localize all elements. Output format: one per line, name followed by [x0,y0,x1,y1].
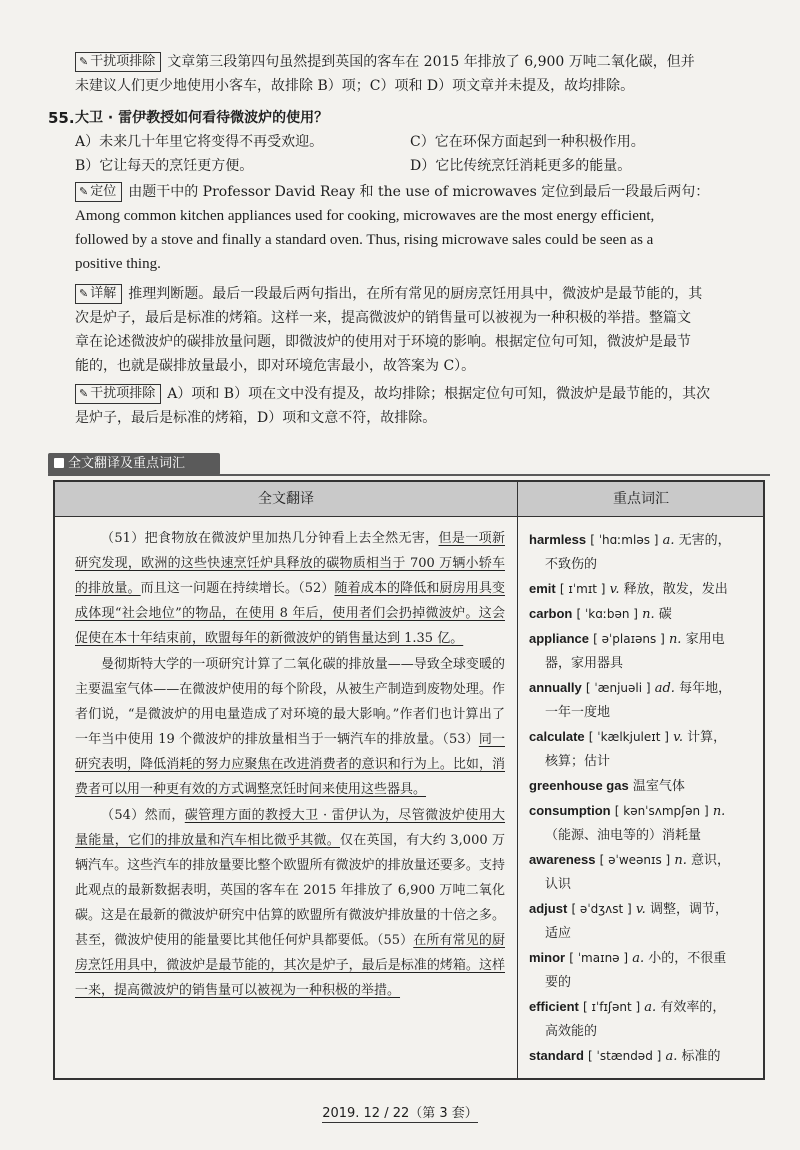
locate-text-4: positive thing. [75,256,161,272]
vocab-def-cont: 器，家用器具 [545,656,624,671]
vocab-pos: a. [644,1000,657,1015]
detail-block [75,282,770,378]
pencil-icon: ✎ [79,287,89,300]
vocab-word: consumption [529,803,611,818]
vocab-pos: v. [673,730,684,745]
vocab-item [529,774,755,799]
vocab-def: 温室气体 [632,779,685,794]
interference-55-tag: ✎ 干扰项排除 [75,384,161,404]
option-d: D）它比传统烹饪消耗更多的能量。 [410,158,632,174]
vocab-def: 有效率的， [660,1000,726,1015]
vocab-ipa: [ əˈdʒʌst ] [571,902,632,916]
option-a: A）未来几十年里它将变得不再受欢迎。 [75,134,324,150]
interference-text-2: 未建议人们更少地使用小客车，故排除 B）项；C）项和 D）项文章并未提及，故均排除。 [75,78,635,94]
vocab-ipa: [ ˈænjuəli ] [585,681,651,695]
pencil-icon: ✎ [79,55,89,68]
vocab-def: 计算， [687,730,727,745]
vocab-def-cont: 核算；估计 [545,754,611,769]
vocab-pos: n. [642,607,655,622]
vocab-ipa: [ ˈkɑːbən ] [576,607,638,621]
vocab-item [529,528,755,577]
column-divider [517,516,518,1078]
vocab-def-cont: 高效能的 [545,1024,598,1039]
translation-text [75,526,505,1004]
top-interference-block [75,50,770,98]
vocab-item [529,799,755,848]
locate-text-3: followed by a stove and finally a standard oven. Thus, rising microwave sales could be seen as a [75,232,654,248]
vocab-pos: n. [712,804,726,819]
vocab-item [529,725,755,774]
vocab-item [529,995,755,1044]
section-banner [48,453,220,475]
vocab-pos: v. [635,902,646,917]
vocab-word: appliance [529,631,589,646]
vocab-pos: a. [665,1049,678,1064]
col-header-translation: 全文翻译 [258,491,314,507]
vocab-def-cont: 认识 [545,877,572,892]
vocab-def-cont: 要的 [545,975,572,990]
detail-text-4: 能的，也就是碳排放量最小，即对环境危害最小，故答案为 C）。 [75,358,476,374]
detail-text-3: 章在论述微波炉的碳排放量问题，即微波炉的使用对于环境的影响。根据定位句可知，微波炉是最节 [75,334,691,350]
vocab-def: 标准的 [681,1049,721,1064]
interference-text-1: 文章第三段第四句虽然提到英国的客车在 2015 年排放了 6,900 万吨二氧化碳，但并 [167,54,695,70]
vocab-ipa: [ ˈhɑːmləs ] [590,533,659,547]
vocab-pos: v. [609,582,620,597]
vocab-word: carbon [529,606,573,621]
vocab-def: 意识， [691,853,731,868]
vocab-word: awareness [529,852,596,867]
vocab-item [529,897,755,946]
vocab-item [529,946,755,995]
interference-tag: ✎ 干扰项排除 [75,52,161,72]
vocab-def-cont: 一年一度地 [545,705,611,720]
vocab-item [529,676,755,725]
detail-text-1: 推理判断题。最后一段最后两句指出，在所有常见的厨房烹饪用具中，微波炉是最节能的，其 [128,286,703,302]
vocab-word: harmless [529,532,587,547]
vocab-def: 小的，不很重 [648,951,727,966]
vocab-ipa: [ ˈstændəd ] [588,1049,662,1063]
locate-text-2: Among common kitchen appliances used for cooking, microwaves are the most energy efficient, [75,208,655,224]
vocab-word: calculate [529,729,585,744]
section-title: 全文翻译及重点词汇 [68,456,186,471]
question-number: 55. [48,109,75,127]
section-rule [48,474,770,476]
vocab-pos: a. [662,533,675,548]
vocab-word: standard [529,1048,584,1063]
vocab-def-cont: （能源、油电等的）消耗量 [545,828,702,843]
vocab-item [529,577,755,602]
vocab-def: 家用电 [685,632,725,647]
detail-text-2: 次是炉子，最后是标准的烤箱。这样一来，提高微波炉的销售量可以被视为一种积极的举措。整篇文 [75,310,691,326]
book-icon [54,458,64,468]
translation-paragraph-1: （51）把食物放在微波炉里加热几分钟看上去全然无害，但是一项新研究发现，欧洲的这些快速烹饪炉具释放的碳物质相当于 700 万辆小轿车的排放量。而且这一问题在持续增长。（52）随着成本的降低和厨房用具变成体现“社会地位”的物品，在使用 8 年后，使用者们会扔掉微波炉。这会促使在本十年结束前，欧盟每年的新微波炉的销售量达到 1.35 亿。 [75,531,505,646]
locate-tag: ✎ 定位 [75,182,122,202]
option-c: C）它在环保方面起到一种积极作用。 [410,134,645,150]
interference-55-block [75,382,770,430]
footer-text: 2019. 12 / 22（第 3 套） [322,1106,478,1121]
vocab-item [529,602,755,627]
translation-table [53,480,765,1080]
locate-text-1: 由题干中的 Professor David Reay 和 the use of microwaves 定位到最后一段最后两句： [128,184,710,200]
locate-block [75,180,770,276]
pencil-icon: ✎ [79,185,89,198]
col-header-vocab: 重点词汇 [517,482,764,516]
vocab-def: 每年地， [679,681,732,696]
vocab-word: greenhouse gas [529,778,629,793]
vocab-pos: n. [668,632,682,647]
vocab-ipa: [ ɪˈfɪʃənt ] [582,1000,641,1014]
vocab-item [529,627,755,676]
vocab-def-cont: 不致伤的 [545,557,598,572]
vocab-item [529,848,755,897]
vocab-pos: n. [674,853,687,868]
vocab-ipa: [ kənˈsʌmpʃən ] [614,804,709,818]
option-b: B）它让每天的烹饪更方便。 [75,158,254,174]
vocab-def: 无害的， [678,533,731,548]
vocab-word: efficient [529,999,579,1014]
translation-paragraph-3: （54）然而，碳管理方面的教授大卫 · 雷伊认为，尽管微波炉使用大量能量，它们的排放量和汽车相比微乎其微。仅在英国，有大约 3,000 万辆汽车。这些汽车的排放量要比整个欧盟所有微波炉的排放量还要多。支持此观点的最新数据表明，英国的客车在 2015 年排放了 6,900 万吨二氧化碳。这是在最新的微波炉研究中估算的欧盟所有微波炉排放量的十倍之多。甚至，微波炉使用的能量要比其他任何炉具都要低。（55）在所有常见的厨房烹饪用具中，微波炉是最节能的，其次是炉子，最后是标准的烤箱。这样一来，提高微波炉的销售量可以被视为一种积极的举措。 [75,808,506,998]
vocab-item [529,1044,755,1069]
vocab-word: annually [529,680,582,695]
detail-tag: ✎ 详解 [75,284,122,304]
vocab-list [529,528,755,1069]
vocab-def: 释放，散发，发出 [623,582,728,597]
table-header [55,482,763,517]
vocab-def: 碳 [658,607,672,622]
vocab-ipa: [ əˈweənɪs ] [599,853,671,867]
interference-55-text-1: A）项和 B）项在文中没有提及，故均排除；根据定位句可知，微波炉是最节能的，其次 [167,386,711,402]
vocab-ipa: [ ˈmaɪnə ] [569,951,629,965]
interference-55-text-2: 是炉子，最后是标准的烤箱，D）项和文意不符，故排除。 [75,410,437,426]
vocab-ipa: [ əˈplaɪəns ] [593,632,665,646]
question-stem: 大卫 · 雷伊教授如何看待微波炉的使用？ [75,110,329,126]
page-footer [0,1102,800,1121]
vocab-ipa: [ ɪˈmɪt ] [559,582,606,596]
vocab-ipa: [ ˈkælkjuleɪt ] [588,730,669,744]
vocab-word: emit [529,581,556,596]
vocab-pos: a. [632,951,645,966]
vocab-pos: ad. [654,681,675,696]
vocab-def: 调整，调节， [649,902,728,917]
vocab-def-cont: 适应 [545,926,572,941]
pencil-icon: ✎ [79,387,89,400]
vocab-word: adjust [529,901,568,916]
vocab-word: minor [529,950,566,965]
translation-paragraph-2: 曼彻斯特大学的一项研究计算了二氧化碳的排放量——导致全球变暖的主要温室气体——在微波炉使用的每个阶段，从被生产制造到废物处理。作者们说，“是微波炉的用电量造成了对环境的最大影响。”作者们也计算出了一年当中使用 19 个微波炉的排放量相当于一辆汽车的排放量。（53）同一研究表明，降低消耗的努力应聚焦在改进消费者的意识和行为上。比如，消费者可以用一种更有效的方式调整烹饪时间来使用这些器具。 [75,657,505,797]
